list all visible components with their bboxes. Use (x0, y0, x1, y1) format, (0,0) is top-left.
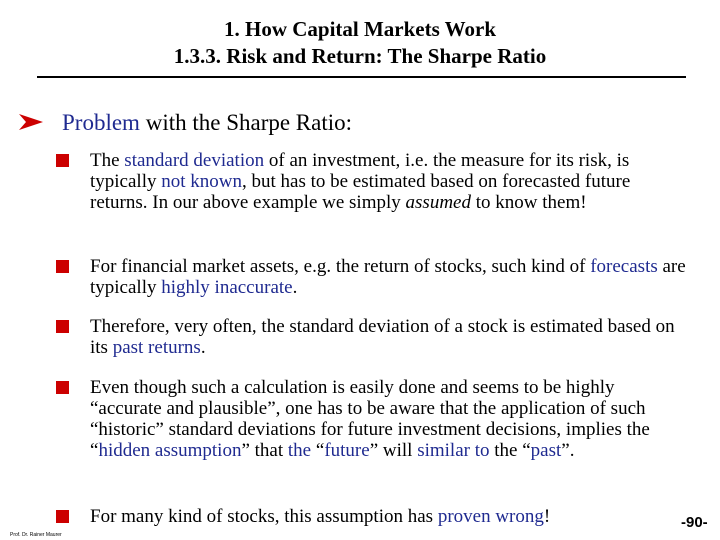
bullet-text-segment: ! (543, 506, 551, 527)
page-number: -90- (681, 514, 708, 531)
bullet-text-segment: ” that (241, 440, 288, 461)
square-bullet-icon (56, 260, 69, 273)
bullet-text-segment: , but has to be estimated based on forecasted future returns. In our above example we simply (90, 171, 631, 213)
bullet-text-segment: ”. (561, 440, 575, 461)
bullet-text-segment: of an investment, i.e. the measure for its risk, is typically (90, 150, 630, 192)
bullet-text-segment: are typically (90, 256, 686, 298)
bullet-text-segment: similar to (417, 440, 490, 461)
bullet-text-segment: The (90, 150, 125, 171)
bullet-text-segment: standard deviation (124, 150, 265, 171)
bullet-text-segment: to know them! (470, 192, 587, 213)
bullet-text-segment: highly inaccurate (161, 277, 293, 298)
bullet-text-segment: proven wrong (437, 506, 544, 527)
bullet-text-segment: Therefore, very often, the standard deviation of a stock is estimated based on its (90, 316, 675, 358)
bullet-text-segment: the (287, 440, 312, 461)
heading-highlight: Problem (62, 110, 140, 135)
bullet-text-segment: forecasts (590, 256, 658, 277)
title-line-1: 1. How Capital Markets Work (223, 17, 497, 41)
title-line-2: 1.3.3. Risk and Return: The Sharpe Ratio (173, 44, 547, 68)
bullet-item-2 (90, 256, 690, 298)
bullet-text-segment: Even though such a calculation is easily done and seems to be highly “accurate and plausible”, one has to be aware that the application of such “historic” standard deviations for future investment decisions, implies the “ (90, 377, 650, 461)
bullet-text-segment: assumed (405, 192, 471, 213)
bullet-text-segment: For financial market assets, e.g. the return of stocks, such kind of (90, 256, 591, 277)
square-bullet-icon (56, 154, 69, 167)
bullet-text-segment: . (200, 337, 206, 358)
bullet-text-segment: . (292, 277, 298, 298)
title-underline (37, 76, 686, 78)
slide-title (0, 16, 720, 70)
bullet-text-segment: not known (161, 171, 242, 192)
bullet-text-segment: future (324, 440, 370, 461)
square-bullet-icon (56, 381, 69, 394)
footer-author: Prof. Dr. Rainer Maurer (10, 532, 62, 538)
bullet-item-4 (90, 377, 690, 461)
square-bullet-icon (56, 320, 69, 333)
bullet-text-segment: “ (311, 440, 325, 461)
bullet-text-segment: past returns (112, 337, 201, 358)
bullet-text-segment: past (530, 440, 562, 461)
bullet-item-3 (90, 316, 690, 358)
bullet-text-segment: the “ (489, 440, 531, 461)
bullet-item-1 (90, 150, 690, 213)
section-heading (62, 109, 352, 136)
arrowhead-icon (19, 114, 43, 130)
bullet-text-segment: hidden assumption (98, 440, 242, 461)
heading-rest: with the Sharpe Ratio: (139, 110, 353, 135)
square-bullet-icon (56, 510, 69, 523)
bullet-item-5 (90, 506, 690, 527)
bullet-text-segment: ” will (369, 440, 418, 461)
bullet-text-segment: For many kind of stocks, this assumption has (90, 506, 438, 527)
